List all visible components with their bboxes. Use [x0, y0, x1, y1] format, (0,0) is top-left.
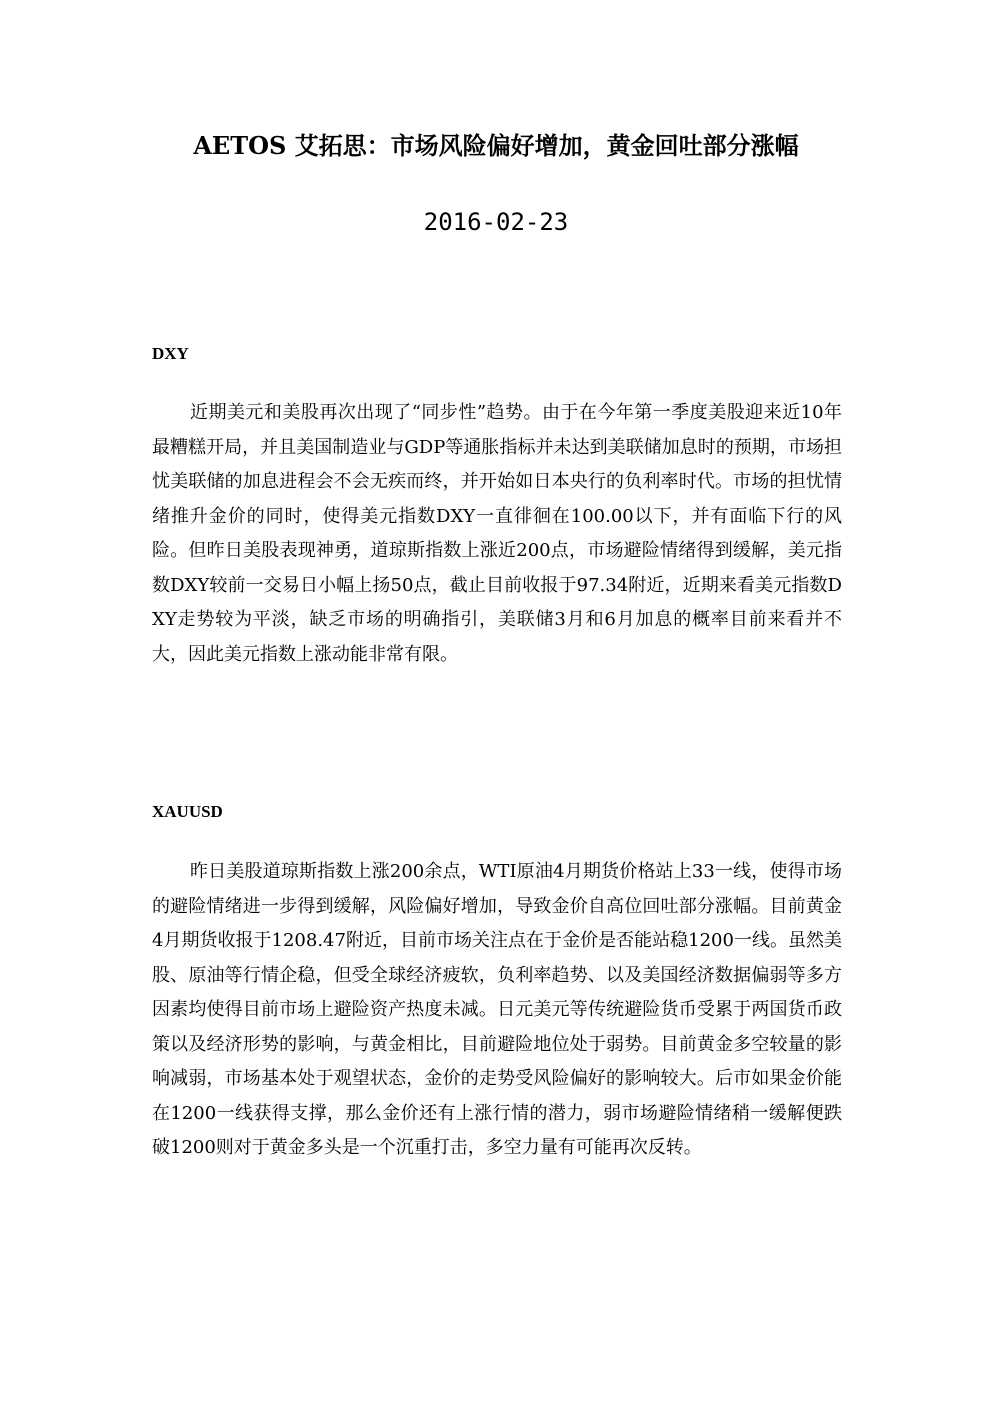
section-heading-dxy: DXY — [152, 344, 189, 363]
section-paragraph-dxy: 近期美元和美股再次出现了“同步性”趋势。由于在今年第一季度美股迎来近10年最糟糕开局，并且美国制造业与GDP等通胀指标并未达到美联储加息时的预期，市场担忧美联储的加息进程会不会无疾而终，并开始如日本央行的负利率时代。市场的担忧情绪推升金价的同时，使得美元指数DXY一直徘徊在100.00以下，并有面临下行的风险。但昨日美股表现神勇，道琼斯指数上涨近200点，市场避险情绪得到缓解，美元指数DXY较前一交易日小幅上扬50点，截止目前收报于97.34附近，近期来看美元指数DXY走势较为平淡，缺乏市场的明确指引，美联储3月和6月加息的概率目前来看并不大，因此美元指数上涨动能非常有限。 — [152, 402, 842, 665]
document-date: 2016-02-23 — [423, 208, 569, 236]
document-title: AETOS 艾拓思：市场风险偏好增加，黄金回吐部分涨幅 — [193, 131, 799, 160]
section-heading-xauusd: XAUUSD — [152, 802, 223, 821]
section-paragraph-xauusd: 昨日美股道琼斯指数上涨200余点，WTI原油4月期货价格站上33一线，使得市场的避险情绪进一步得到缓解，风险偏好增加，导致金价自高位回吐部分涨幅。目前黄金4月期货收报于1208.47附近，目前市场关注点在于金价是否能站稳1200一线。虽然美股、原油等行情企稳，但受全球经济疲软，负利率趋势、以及美国经济数据偏弱等多方因素均使得目前市场上避险资产热度未减。日元美元等传统避险货币受累于两国货币政策以及经济形势的影响，与黄金相比，目前避险地位处于弱势。目前黄金多空较量的影响减弱，市场基本处于观望状态，金价的走势受风险偏好的影响较大。后市如果金价能在1200一线获得支撑，那么金价还有上涨行情的潜力，弱市场避险情绪稍一缓解便跌破1200则对于黄金多头是一个沉重打击，多空力量有可能再次反转。 — [152, 861, 842, 1158]
